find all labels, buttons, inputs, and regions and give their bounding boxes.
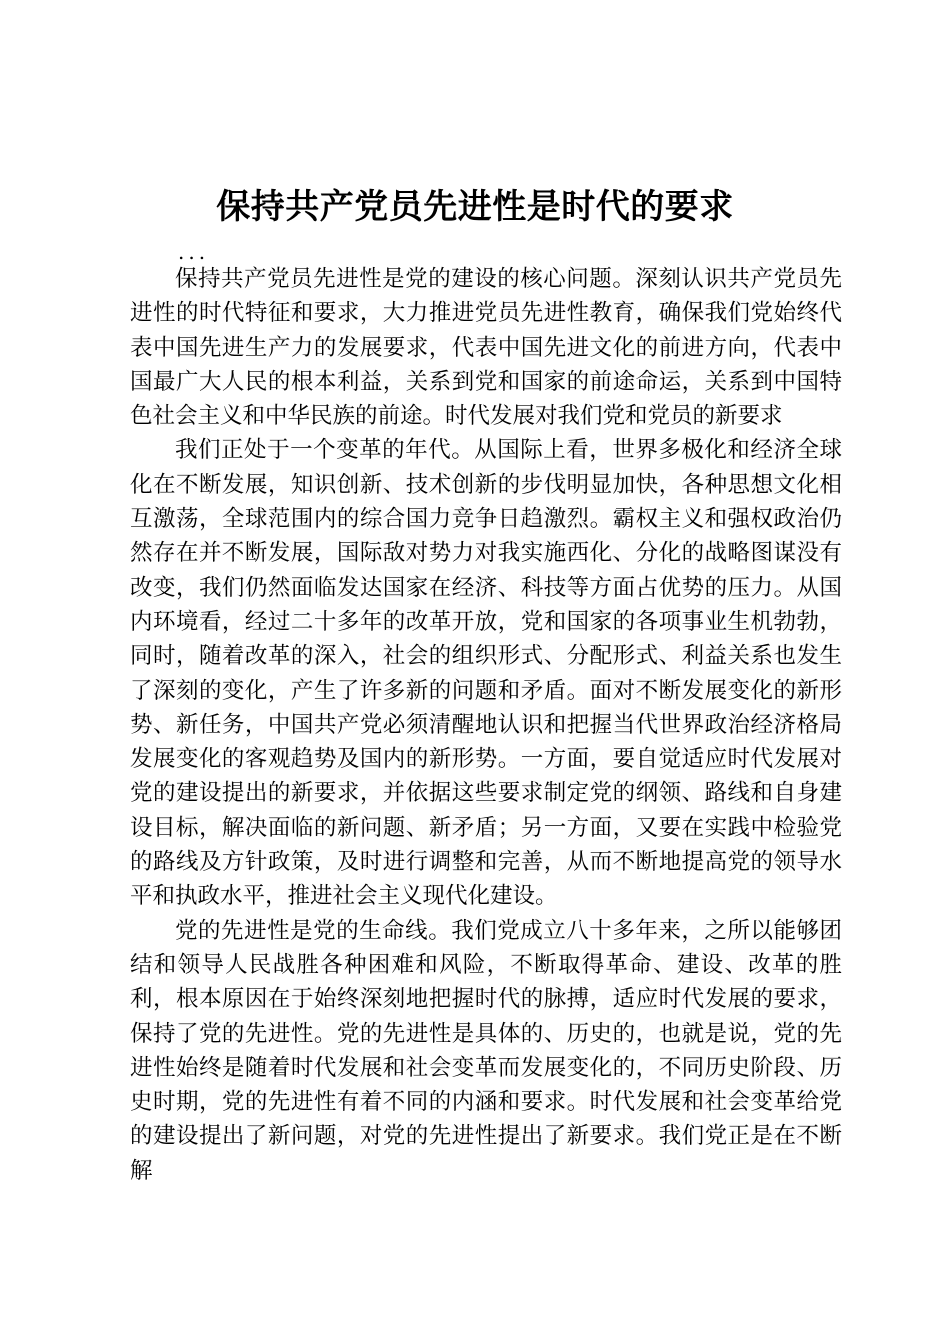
ellipsis-marker: ... bbox=[178, 240, 210, 264]
paragraph-2: 我们正处于一个变革的年代。从国际上看，世界多极化和经济全球化在不断发展，知识创新、技术创新的步伐明显加快，各种思想文化相互激荡，全球范围内的综合国力竞争日趋激烈。霸权主义和强权政治仍然存在并不断发展，国际敌对势力对我实施西化、分化的战略图谋没有改变，我们仍然面临发达国家在经济、科技等方面占优势的压力。从国内环境看，经过二十多年的改革开放，党和国家的各项事业生机勃勃，同时，随着改革的深入，社会的组织形式、分配形式、利益关系也发生了深刻的变化，产生了许多新的问题和矛盾。面对不断发展变化的新形势、新任务，中国共产党必须清醒地认识和把握当代世界政治经济格局发展变化的客观趋势及国内的新形势。一方面，要自觉适应时代发展对党的建设提出的新要求，并依据这些要求制定党的纲领、路线和自身建设目标，解决面临的新问题、新矛盾；另一方面，又要在实践中检验党的路线及方针政策，及时进行调整和完善，从而不断地提高党的领导水平和执政水平，推进社会主义现代化建设。 bbox=[130, 437, 842, 910]
paragraph-3: 党的先进性是党的生命线。我们党成立八十多年来，之所以能够团结和领导人民战胜各种困难和风险，不断取得革命、建设、改革的胜利，根本原因在于始终深刻地把握时代的脉搏，适应时代发展的要求，保持了党的先进性。党的先进性是具体的、历史的，也就是说，党的先进性始终是随着时代发展和社会变革而发展变化的，不同历史阶段、历史时期，党的先进性有着不同的内涵和要求。时代发展和社会变革给党的建设提出了新问题，对党的先进性提出了新要求。我们党正是在不断解 bbox=[130, 917, 842, 1184]
document-body bbox=[130, 262, 842, 1188]
paragraph-1: 保持共产党员先进性是党的建设的核心问题。深刻认识共产党员先进性的时代特征和要求，大力推进党员先进性教育，确保我们党始终代表中国先进生产力的发展要求，代表中国先进文化的前进方向，代表中国最广大人民的根本利益，关系到党和国家的前途命运，关系到中国特色社会主义和中华民族的前途。时代发展对我们党和党员的新要求 bbox=[130, 266, 842, 430]
document-title: 保持共产党员先进性是时代的要求 bbox=[216, 187, 734, 227]
